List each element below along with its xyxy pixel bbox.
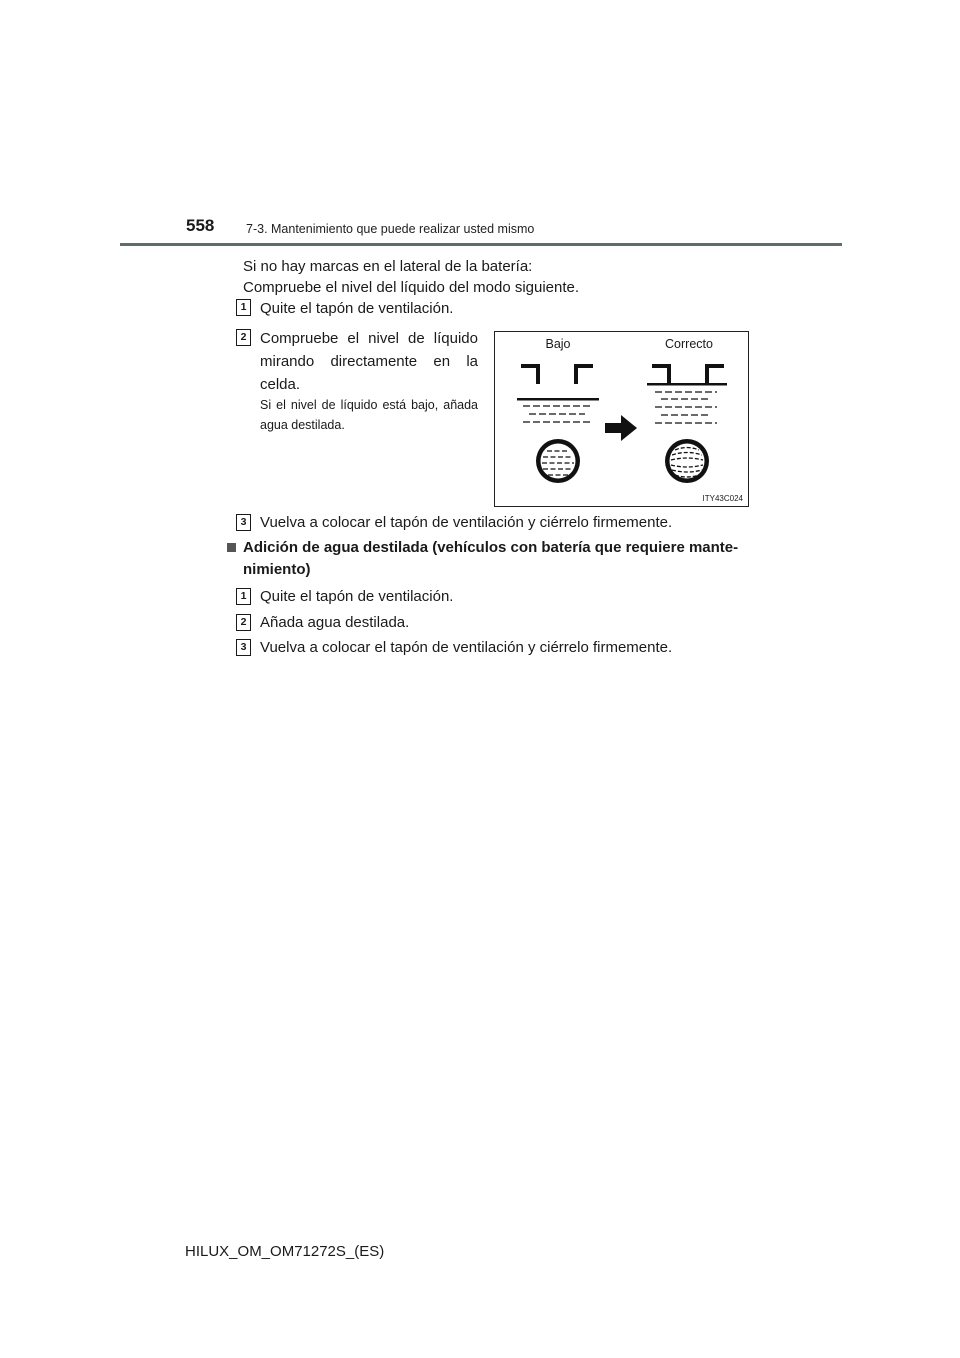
arrow-right-icon — [605, 415, 637, 441]
step-text: Quite el tapón de ventilación. — [260, 300, 454, 317]
step-number-badge: 2 — [236, 329, 251, 346]
battery-cell-illustration — [495, 332, 750, 508]
label-correct: Correcto — [665, 337, 713, 351]
step-number-badge: 2 — [236, 614, 251, 631]
page-number: 558 — [186, 216, 215, 235]
low-cell-top-view — [536, 439, 580, 483]
figure-code: ITY43C024 — [702, 494, 743, 503]
step-text: Compruebe el nivel de líquido mirando directamente en la celda. — [260, 330, 478, 393]
step-number-badge: 1 — [236, 299, 251, 316]
step-text: Añada agua destilada. — [260, 614, 410, 631]
low-liquid-dashes — [523, 406, 591, 422]
step-note: Si el nivel de líquido está bajo, añada agua destilada. — [260, 398, 478, 432]
step-number-badge: 3 — [236, 639, 251, 656]
bullet-square-icon — [227, 543, 236, 552]
step-number-badge: 1 — [236, 588, 251, 605]
step-text: Quite el tapón de ventilación. — [260, 588, 454, 605]
step-text: Vuelva a colocar el tapón de ventilación y ciérrelo firmemente. — [260, 639, 673, 656]
step-number-badge: 3 — [236, 514, 251, 531]
low-level-line — [517, 398, 599, 401]
intro-line-2: Compruebe el nivel del líquido del modo siguiente. — [243, 279, 580, 296]
document-code: HILUX_OM_OM71272S_(ES) — [185, 1243, 385, 1260]
step-text: Vuelva a colocar el tapón de ventilación y ciérrelo firmemente. — [260, 514, 673, 531]
intro-line-1: Si no hay marcas en el lateral de la batería: — [243, 258, 533, 275]
correct-cell-top-view — [665, 439, 709, 483]
header-divider — [120, 243, 842, 246]
correct-cell-plates — [652, 364, 724, 384]
low-cell-plates — [521, 364, 593, 384]
section-title: 7-3. Mantenimiento que puede realizar usted mismo — [246, 222, 535, 236]
battery-fluid-level-figure — [494, 331, 749, 507]
section-heading-line-1: Adición de agua destilada (vehículos con batería que requiere mante- — [243, 539, 739, 556]
label-low: Bajo — [545, 337, 571, 351]
correct-level-line — [647, 383, 727, 386]
section-heading-line-2: nimiento) — [243, 561, 311, 578]
correct-liquid-dashes — [655, 392, 717, 423]
